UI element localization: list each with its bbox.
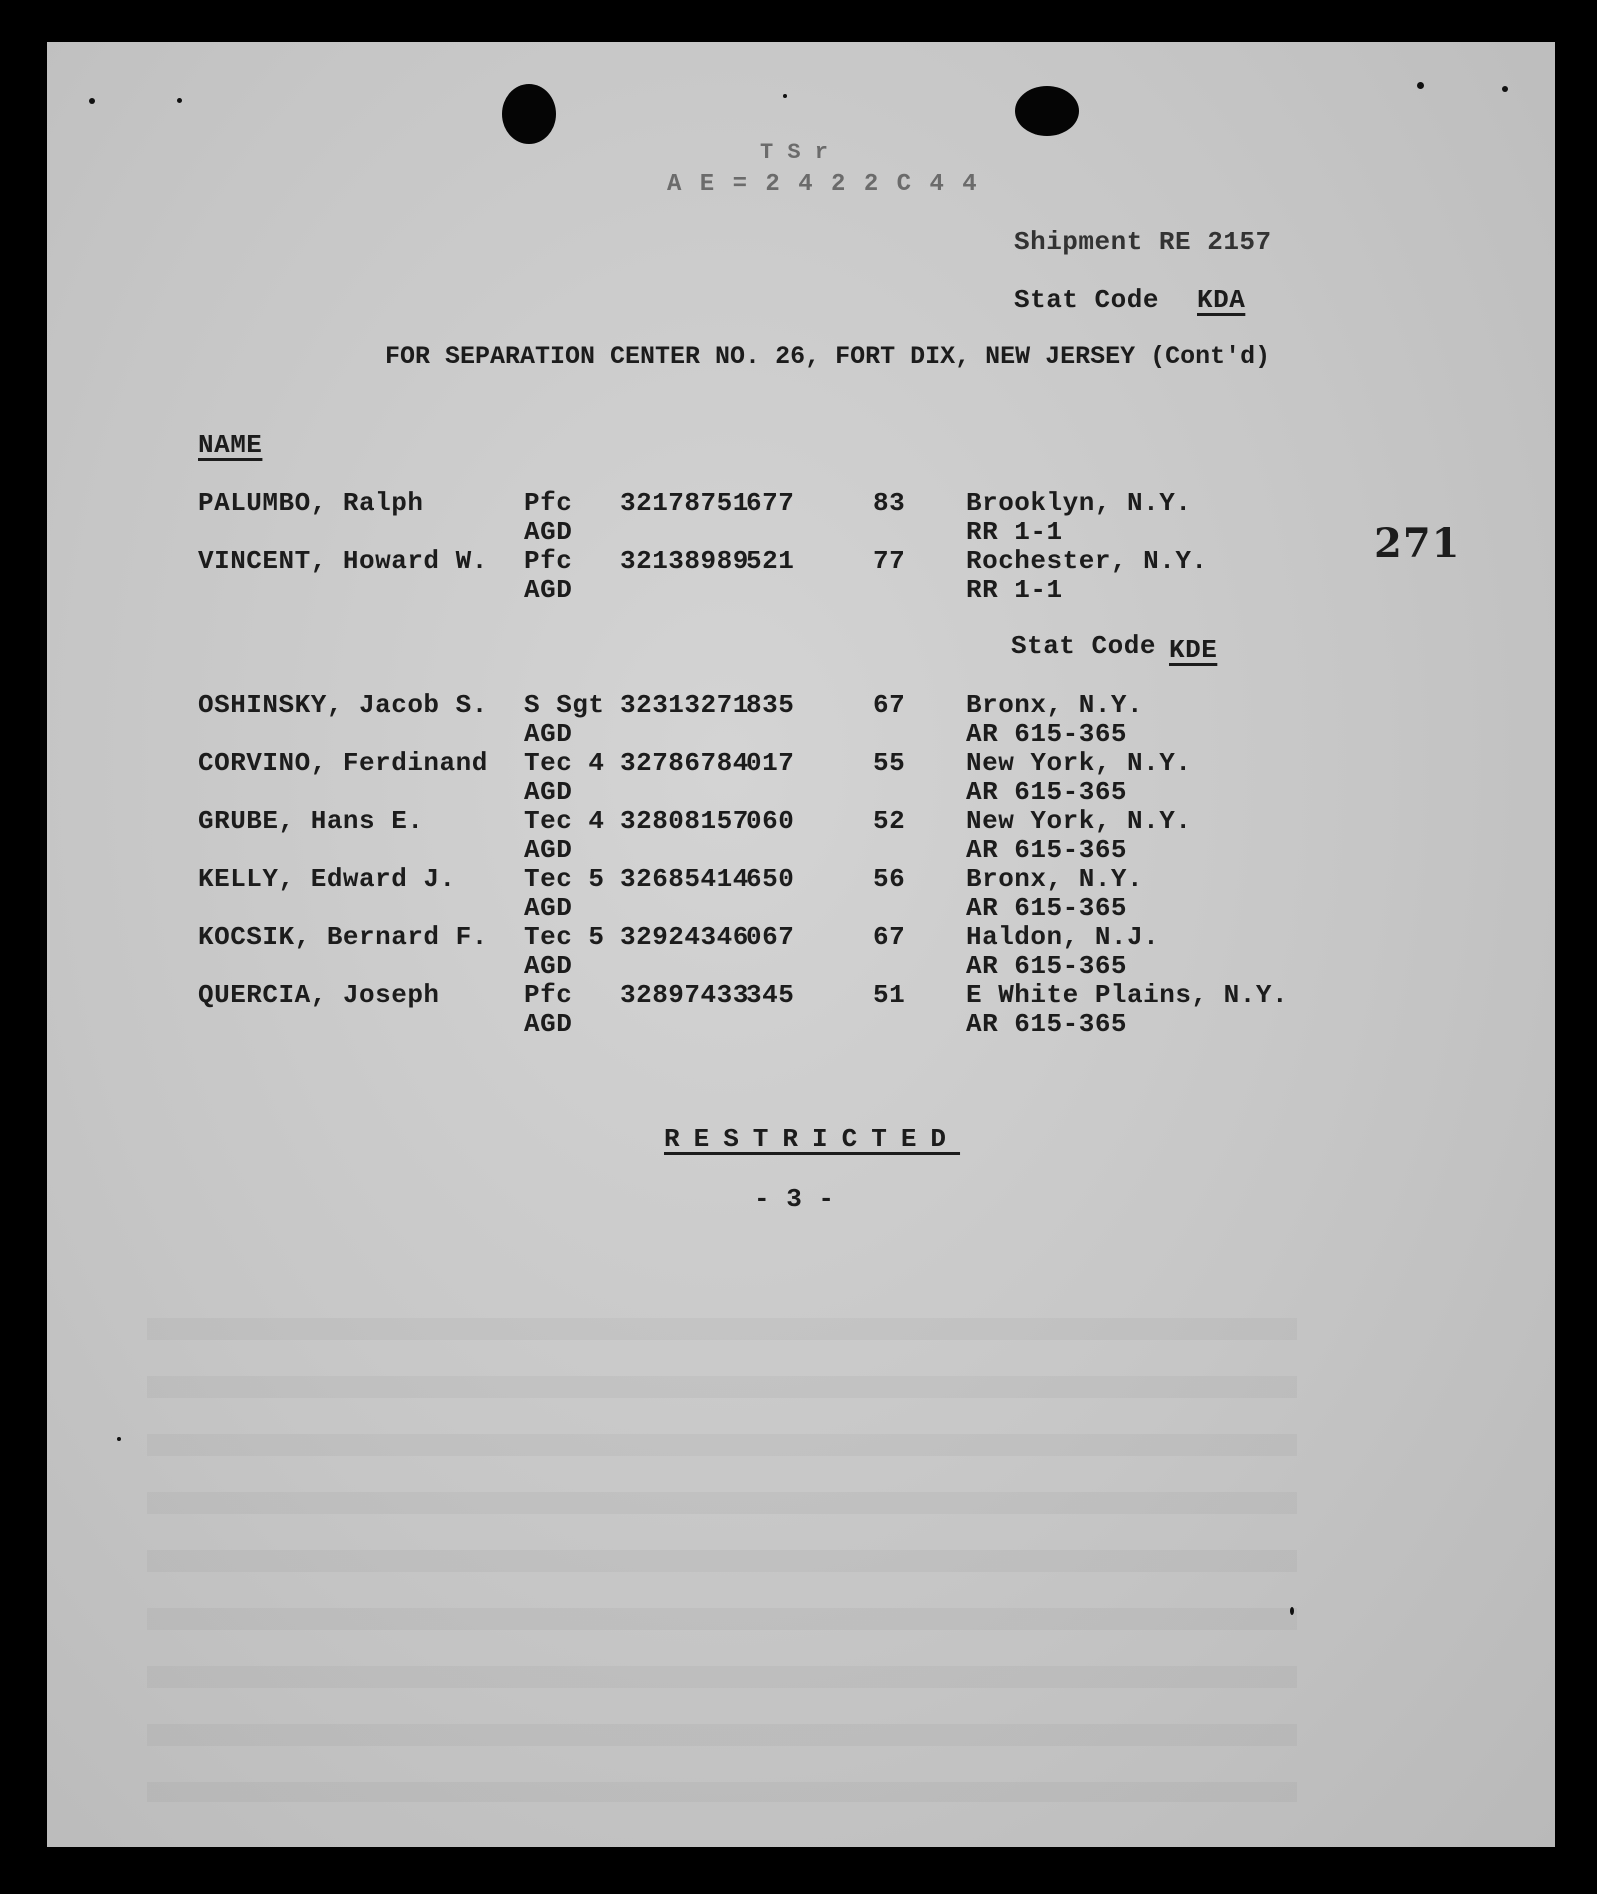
document-page [47, 42, 1555, 1847]
record-authority: AR 615-365 [966, 835, 1128, 865]
record-score: 55 [873, 748, 906, 778]
speck [117, 1437, 121, 1441]
speck [89, 98, 95, 104]
record-authority: AR 615-365 [966, 893, 1128, 923]
record-branch: AGD [524, 517, 573, 547]
record-name: KELLY, Edward J. [198, 864, 456, 894]
record-location: Bronx, N.Y. [966, 690, 1144, 720]
record-code: 521 [746, 546, 795, 576]
record-name: OSHINSKY, Jacob S. [198, 690, 488, 720]
record-branch: AGD [524, 1009, 573, 1039]
record-serial: 32685414 [620, 864, 749, 894]
page-marker: 271 [1374, 520, 1461, 567]
name-column-heading: NAME [198, 430, 263, 460]
record-location: New York, N.Y. [966, 748, 1192, 778]
record-serial: 32313271 [620, 690, 749, 720]
speck [1417, 82, 1424, 89]
record-rank: Pfc [524, 488, 573, 518]
record-rank: Tec 4 [524, 748, 605, 778]
record-serial: 32924346 [620, 922, 749, 952]
record-location: New York, N.Y. [966, 806, 1192, 836]
record-name: PALUMBO, Ralph [198, 488, 424, 518]
record-score: 67 [873, 922, 906, 952]
record-serial: 32786784 [620, 748, 749, 778]
record-authority: AR 615-365 [966, 777, 1128, 807]
top-code-line-2: A E = 2 4 2 2 C 4 4 [667, 171, 979, 198]
record-authority: RR 1-1 [966, 517, 1063, 547]
record-name: KOCSIK, Bernard F. [198, 922, 488, 952]
record-score: 77 [873, 546, 906, 576]
record-name: QUERCIA, Joseph [198, 980, 440, 1010]
record-score: 67 [873, 690, 906, 720]
record-serial: 32808157 [620, 806, 749, 836]
record-code: 650 [746, 864, 795, 894]
record-code: 067 [746, 922, 795, 952]
record-location: Brooklyn, N.Y. [966, 488, 1192, 518]
record-score: 51 [873, 980, 906, 1010]
top-code-line-1: T S r [760, 140, 829, 165]
record-code: 835 [746, 690, 795, 720]
record-rank: Pfc [524, 980, 573, 1010]
record-name: GRUBE, Hans E. [198, 806, 424, 836]
show-through-texture [147, 1282, 1297, 1802]
restricted-marking: RESTRICTED [664, 1124, 961, 1154]
record-location: Haldon, N.J. [966, 922, 1160, 952]
record-authority: AR 615-365 [966, 1009, 1128, 1039]
record-branch: AGD [524, 719, 573, 749]
record-serial: 32138989 [620, 546, 749, 576]
stat-code-value: KDA [1197, 285, 1246, 315]
record-name: CORVINO, Ferdinand [198, 748, 488, 778]
record-code: 060 [746, 806, 795, 836]
record-branch: AGD [524, 777, 573, 807]
record-authority: AR 615-365 [966, 719, 1128, 749]
record-score: 52 [873, 806, 906, 836]
record-rank: Tec 5 [524, 922, 605, 952]
page-number: - 3 - [754, 1184, 835, 1214]
record-serial: 32897433 [620, 980, 749, 1010]
punch-hole-left [502, 84, 556, 144]
speck [783, 94, 787, 98]
record-branch: AGD [524, 575, 573, 605]
stat-code-label: Stat Code [1014, 285, 1159, 315]
record-code: 017 [746, 748, 795, 778]
record-name: VINCENT, Howard W. [198, 546, 488, 576]
record-score: 56 [873, 864, 906, 894]
record-location: E White Plains, N.Y. [966, 980, 1289, 1010]
record-branch: AGD [524, 893, 573, 923]
record-rank: Pfc [524, 546, 573, 576]
record-location: Rochester, N.Y. [966, 546, 1208, 576]
record-rank: Tec 4 [524, 806, 605, 836]
record-location: Bronx, N.Y. [966, 864, 1144, 894]
record-score: 83 [873, 488, 906, 518]
speck [1502, 86, 1508, 92]
document-title: FOR SEPARATION CENTER NO. 26, FORT DIX, NEW JERSEY (Cont'd) [385, 342, 1271, 371]
record-rank: S Sgt [524, 690, 605, 720]
stat-code-2-value: KDE [1169, 635, 1218, 665]
record-branch: AGD [524, 951, 573, 981]
record-branch: AGD [524, 835, 573, 865]
record-code: 345 [746, 980, 795, 1010]
punch-hole-right [1015, 86, 1079, 136]
shipment-label: Shipment RE 2157 [1014, 227, 1272, 257]
record-authority: AR 615-365 [966, 951, 1128, 981]
record-rank: Tec 5 [524, 864, 605, 894]
record-code: 677 [746, 488, 795, 518]
record-authority: RR 1-1 [966, 575, 1063, 605]
speck [177, 98, 182, 103]
record-serial: 32178751 [620, 488, 749, 518]
stat-code-2-label: Stat Code [1011, 631, 1156, 661]
